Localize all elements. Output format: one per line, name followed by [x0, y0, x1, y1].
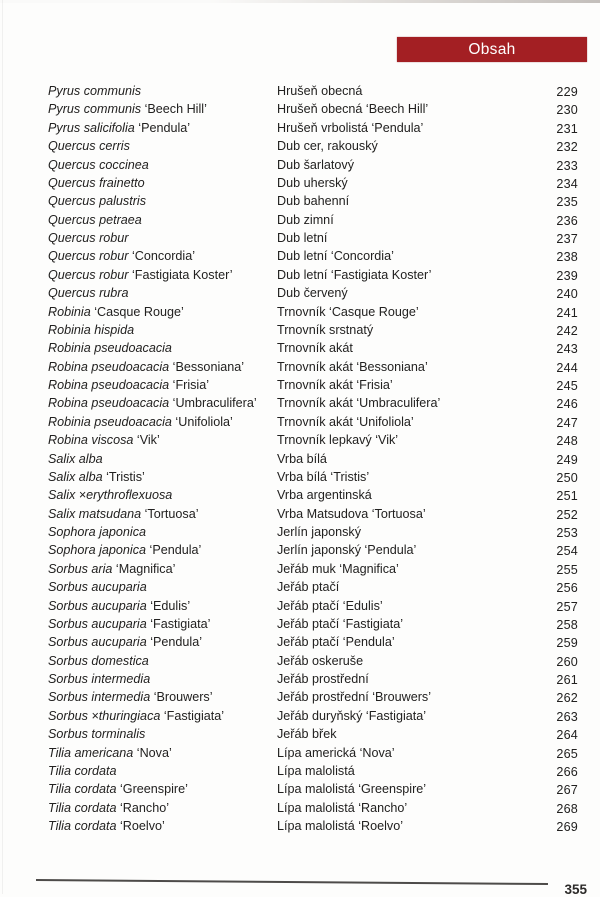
- cultivar-name: ‘Bessoniana’: [169, 359, 245, 374]
- czech-name: Lípa malolistá ‘Greenspire’: [277, 782, 427, 797]
- czech-name: Lípa malolistá: [277, 763, 355, 778]
- entry-page-number: 250: [556, 470, 578, 485]
- entry-page-number: 241: [556, 305, 578, 320]
- latin-name: Sorbus intermedia: [48, 672, 151, 686]
- entry-page-number: 230: [556, 103, 578, 118]
- czech-name: Trnovník lepkavý ‘Vik’: [277, 433, 399, 448]
- czech-name: Trnovník akát ‘Umbraculifera’: [277, 396, 441, 411]
- czech-name: Jeřáb ptačí ‘Fastigiata’: [277, 616, 403, 631]
- latin-name: Robinia pseudoacacia: [48, 341, 172, 356]
- czech-name: Jeřáb ptačí: [277, 580, 340, 595]
- latin-name: Quercus frainetto: [48, 175, 145, 190]
- toc-row: [0, 174, 600, 192]
- latin-name: Quercus rubra: [48, 286, 129, 301]
- latin-name: Sorbus torminalis: [48, 727, 146, 742]
- toc-list: [0, 82, 600, 835]
- entry-page-number: 242: [556, 323, 578, 338]
- entry-page-number: 244: [556, 360, 578, 375]
- latin-name: Robinia ‘Casque Rouge’: [48, 304, 184, 319]
- czech-name: Dub letní ‘Concordia’: [277, 249, 394, 264]
- entry-page-number: 258: [556, 617, 578, 632]
- latin-name: Quercus coccinea: [48, 157, 149, 172]
- czech-name: Trnovník srstnatý: [277, 322, 374, 337]
- toc-row: [0, 468, 600, 486]
- czech-name: Dub letní ‘Fastigiata Koster’: [277, 267, 432, 282]
- latin-name: Pyrus communis ‘Beech Hill’: [48, 102, 207, 117]
- cultivar-name: ‘Edulis’: [146, 598, 191, 613]
- czech-name: Lípa americká ‘Nova’: [277, 745, 395, 760]
- toc-row: [0, 486, 600, 504]
- toc-row: [0, 725, 600, 743]
- entry-page-number: 247: [556, 415, 578, 430]
- toc-row: [0, 358, 600, 376]
- cultivar-name: ‘Concordia’: [128, 249, 195, 264]
- cultivar-name: ‘Fastigiata’: [160, 708, 225, 723]
- toc-row: [0, 744, 600, 762]
- entry-page-number: 262: [556, 691, 578, 706]
- czech-name: Vrba argentinská: [277, 488, 372, 503]
- entry-page-number: 256: [556, 581, 578, 596]
- cultivar-name: ‘Umbraculifera’: [169, 396, 257, 411]
- toc-row: [0, 156, 600, 174]
- toc-row: [0, 633, 600, 651]
- entry-page-number: 252: [556, 507, 578, 522]
- toc-row: [0, 762, 600, 780]
- toc-row: [0, 597, 600, 615]
- cultivar-name: ‘Casque Rouge’: [90, 304, 184, 319]
- latin-name: Tilia cordata ‘Greenspire’: [48, 782, 188, 797]
- cultivar-name: ‘Rancho’: [116, 800, 170, 815]
- cultivar-name: ‘Nova’: [133, 745, 172, 760]
- entry-page-number: 245: [556, 379, 578, 393]
- latin-name: Sorbus aucuparia ‘Fastigiata’: [48, 616, 211, 631]
- cultivar-name: ‘Tristis’: [102, 469, 145, 484]
- czech-name: Vrba Matsudova ‘Tortuosa’: [277, 506, 426, 521]
- toc-row: [0, 82, 600, 100]
- entry-page-number: 263: [556, 709, 578, 724]
- entry-page-number: 232: [556, 140, 578, 155]
- entry-page-number: 265: [556, 746, 578, 761]
- scan-artifact-top-edge: [0, 0, 600, 3]
- toc-row: [0, 615, 600, 633]
- toc-row: [0, 541, 600, 559]
- czech-name: Jeřáb prostřední: [277, 672, 369, 686]
- cultivar-name: ‘Greenspire’: [116, 782, 188, 797]
- latin-name: Robina pseudoacacia ‘Bessoniana’: [48, 359, 245, 374]
- cultivar-name: ‘Roelvo’: [116, 819, 165, 833]
- cultivar-name: ‘Frisia’: [169, 378, 210, 392]
- czech-name: Trnovník ‘Casque Rouge’: [277, 304, 419, 319]
- latin-name: Robina pseudoacacia ‘Umbraculifera’: [48, 396, 257, 411]
- toc-row: [0, 707, 600, 725]
- toc-row: [0, 303, 600, 321]
- entry-page-number: 268: [556, 801, 578, 816]
- toc-row: [0, 192, 600, 210]
- folio-page-number: 355: [564, 882, 587, 897]
- czech-name: Vrba bílá ‘Tristis’: [277, 469, 370, 484]
- entry-page-number: 249: [556, 452, 578, 467]
- czech-name: Trnovník akát ‘Frisia’: [277, 378, 393, 392]
- latin-name: Quercus robur ‘Concordia’: [48, 249, 195, 264]
- cultivar-name: ‘Tortuosa’: [141, 506, 199, 521]
- latin-name: Robina pseudoacacia ‘Frisia’: [48, 378, 210, 392]
- entry-page-number: 240: [556, 287, 578, 302]
- toc-row: [0, 229, 600, 247]
- toc-row: [0, 780, 600, 798]
- entry-page-number: 231: [556, 121, 578, 136]
- latin-name: Sorbus domestica: [48, 653, 149, 668]
- toc-row: [0, 119, 600, 137]
- toc-row: [0, 505, 600, 523]
- cultivar-name: ‘Brouwers’: [150, 690, 213, 705]
- latin-name: Quercus cerris: [48, 139, 130, 154]
- toc-row: [0, 137, 600, 155]
- czech-name: Dub červený: [277, 286, 348, 301]
- section-header-banner: [397, 37, 587, 62]
- latin-name: Sorbus intermedia ‘Brouwers’: [48, 690, 213, 705]
- latin-name: Quercus robur ‘Fastigiata Koster’: [48, 267, 233, 282]
- toc-row: [0, 560, 600, 578]
- entry-page-number: 255: [556, 562, 578, 577]
- toc-row: [0, 339, 600, 357]
- toc-row: [0, 652, 600, 670]
- toc-row: [0, 266, 600, 284]
- latin-name: Tilia cordata ‘Rancho’: [48, 800, 170, 815]
- latin-name: Tilia americana ‘Nova’: [48, 745, 172, 760]
- latin-name: Sorbus aucuparia ‘Pendula’: [48, 635, 203, 650]
- entry-page-number: 259: [556, 636, 578, 651]
- entry-page-number: 238: [556, 250, 578, 265]
- latin-name: Salix matsudana ‘Tortuosa’: [48, 506, 199, 521]
- latin-name: Pyrus communis: [48, 84, 142, 98]
- latin-name: Quercus petraea: [48, 212, 142, 227]
- latin-name: Quercus robur: [48, 231, 129, 245]
- latin-name: Sorbus aucuparia: [48, 580, 147, 595]
- toc-row: [0, 688, 600, 706]
- cultivar-name: ‘Unifoliola’: [171, 414, 233, 429]
- toc-row: [0, 817, 600, 835]
- latin-name: Salix ×erythroflexuosa: [48, 488, 173, 503]
- czech-name: Jeřáb oskeruše: [277, 653, 364, 668]
- page-title: Obsah: [468, 40, 516, 58]
- entry-page-number: 266: [556, 764, 578, 779]
- cultivar-name: ‘Pendula’: [146, 543, 202, 558]
- czech-name: Trnovník akát ‘Unifoliola’: [277, 414, 414, 429]
- cultivar-name: ‘Pendula’: [146, 635, 203, 650]
- czech-name: Hrušeň obecná ‘Beech Hill’: [277, 102, 429, 117]
- entry-page-number: 254: [556, 544, 578, 559]
- toc-row: [0, 321, 600, 339]
- cultivar-name: ‘Fastigiata Koster’: [128, 267, 233, 282]
- toc-row: [0, 578, 600, 596]
- entry-page-number: 257: [556, 599, 578, 614]
- toc-row: [0, 799, 600, 817]
- cultivar-name: ‘Pendula’: [134, 120, 191, 135]
- toc-row: [0, 284, 600, 302]
- cultivar-name: ‘Beech Hill’: [141, 102, 207, 117]
- toc-row: [0, 376, 600, 394]
- latin-name: Sophora japonica: [48, 525, 147, 539]
- czech-name: Hrušeň obecná: [277, 84, 363, 98]
- entry-page-number: 239: [556, 268, 578, 283]
- latin-name: Robinia hispida: [48, 322, 135, 337]
- latin-name: Pyrus salicifolia ‘Pendula’: [48, 120, 191, 135]
- czech-name: Dub šarlatový: [277, 157, 354, 172]
- czech-name: Dub letní: [277, 231, 328, 245]
- latin-name: Sorbus aria ‘Magnifica’: [48, 561, 176, 576]
- latin-name: Sophora japonica ‘Pendula’: [48, 543, 202, 558]
- entry-page-number: 234: [556, 176, 578, 191]
- entry-page-number: 237: [556, 232, 578, 246]
- czech-name: Dub uherský: [277, 175, 348, 190]
- czech-name: Trnovník akát ‘Bessoniana’: [277, 359, 428, 374]
- toc-row: [0, 413, 600, 431]
- czech-name: Lípa malolistá ‘Roelvo’: [277, 819, 403, 833]
- toc-row: [0, 450, 600, 468]
- footer-divider: [36, 879, 548, 885]
- toc-row: [0, 100, 600, 118]
- latin-name: Quercus palustris: [48, 194, 146, 209]
- toc-row: [0, 523, 600, 541]
- czech-name: Jerlín japonský: [277, 525, 361, 539]
- entry-page-number: 267: [556, 783, 578, 798]
- entry-page-number: 264: [556, 728, 578, 743]
- entry-page-number: 229: [556, 85, 578, 99]
- latin-name: Tilia cordata: [48, 763, 117, 778]
- entry-page-number: 269: [556, 820, 578, 834]
- entry-page-number: 246: [556, 397, 578, 412]
- toc-row: [0, 211, 600, 229]
- czech-name: Jeřáb prostřední ‘Brouwers’: [277, 690, 431, 705]
- czech-name: Jeřáb břek: [277, 727, 337, 742]
- latin-name: Sorbus ×thuringiaca ‘Fastigiata’: [48, 708, 225, 723]
- entry-page-number: 251: [556, 489, 578, 504]
- entry-page-number: 233: [556, 158, 578, 173]
- latin-name: Salix alba: [48, 451, 103, 466]
- czech-name: Jeřáb ptačí ‘Edulis’: [277, 598, 383, 613]
- toc-row: [0, 247, 600, 265]
- cultivar-name: ‘Fastigiata’: [146, 616, 211, 631]
- cultivar-name: ‘Vik’: [133, 433, 160, 448]
- entry-page-number: 248: [556, 434, 578, 449]
- entry-page-number: 253: [556, 526, 578, 540]
- toc-row: [0, 431, 600, 449]
- czech-name: Lípa malolistá ‘Rancho’: [277, 800, 408, 815]
- toc-row: [0, 670, 600, 688]
- entry-page-number: 235: [556, 195, 578, 210]
- czech-name: Dub zimní: [277, 212, 334, 227]
- czech-name: Trnovník akát: [277, 341, 353, 356]
- entry-page-number: 261: [556, 673, 578, 687]
- czech-name: Vrba bílá: [277, 451, 327, 466]
- czech-name: Jeřáb duryňský ‘Fastigiata’: [277, 708, 427, 723]
- latin-name: Robinia pseudoacacia ‘Unifoliola’: [48, 414, 233, 429]
- czech-name: Jerlín japonský ‘Pendula’: [277, 543, 417, 558]
- toc-row: [0, 394, 600, 412]
- czech-name: Jeřáb ptačí ‘Pendula’: [277, 635, 395, 650]
- latin-name: Salix alba ‘Tristis’: [48, 469, 145, 484]
- czech-name: Hrušeň vrbolistá ‘Pendula’: [277, 120, 424, 135]
- czech-name: Dub cer, rakouský: [277, 139, 378, 154]
- latin-name: Tilia cordata ‘Roelvo’: [48, 819, 165, 833]
- latin-name: Robina viscosa ‘Vik’: [48, 433, 160, 448]
- latin-name: Sorbus aucuparia ‘Edulis’: [48, 598, 191, 613]
- entry-page-number: 236: [556, 213, 578, 228]
- czech-name: Jeřáb muk ‘Magnifica’: [277, 561, 399, 576]
- entry-page-number: 260: [556, 654, 578, 669]
- czech-name: Dub bahenní: [277, 194, 350, 209]
- cultivar-name: ‘Magnifica’: [112, 561, 176, 576]
- entry-page-number: 243: [556, 342, 578, 357]
